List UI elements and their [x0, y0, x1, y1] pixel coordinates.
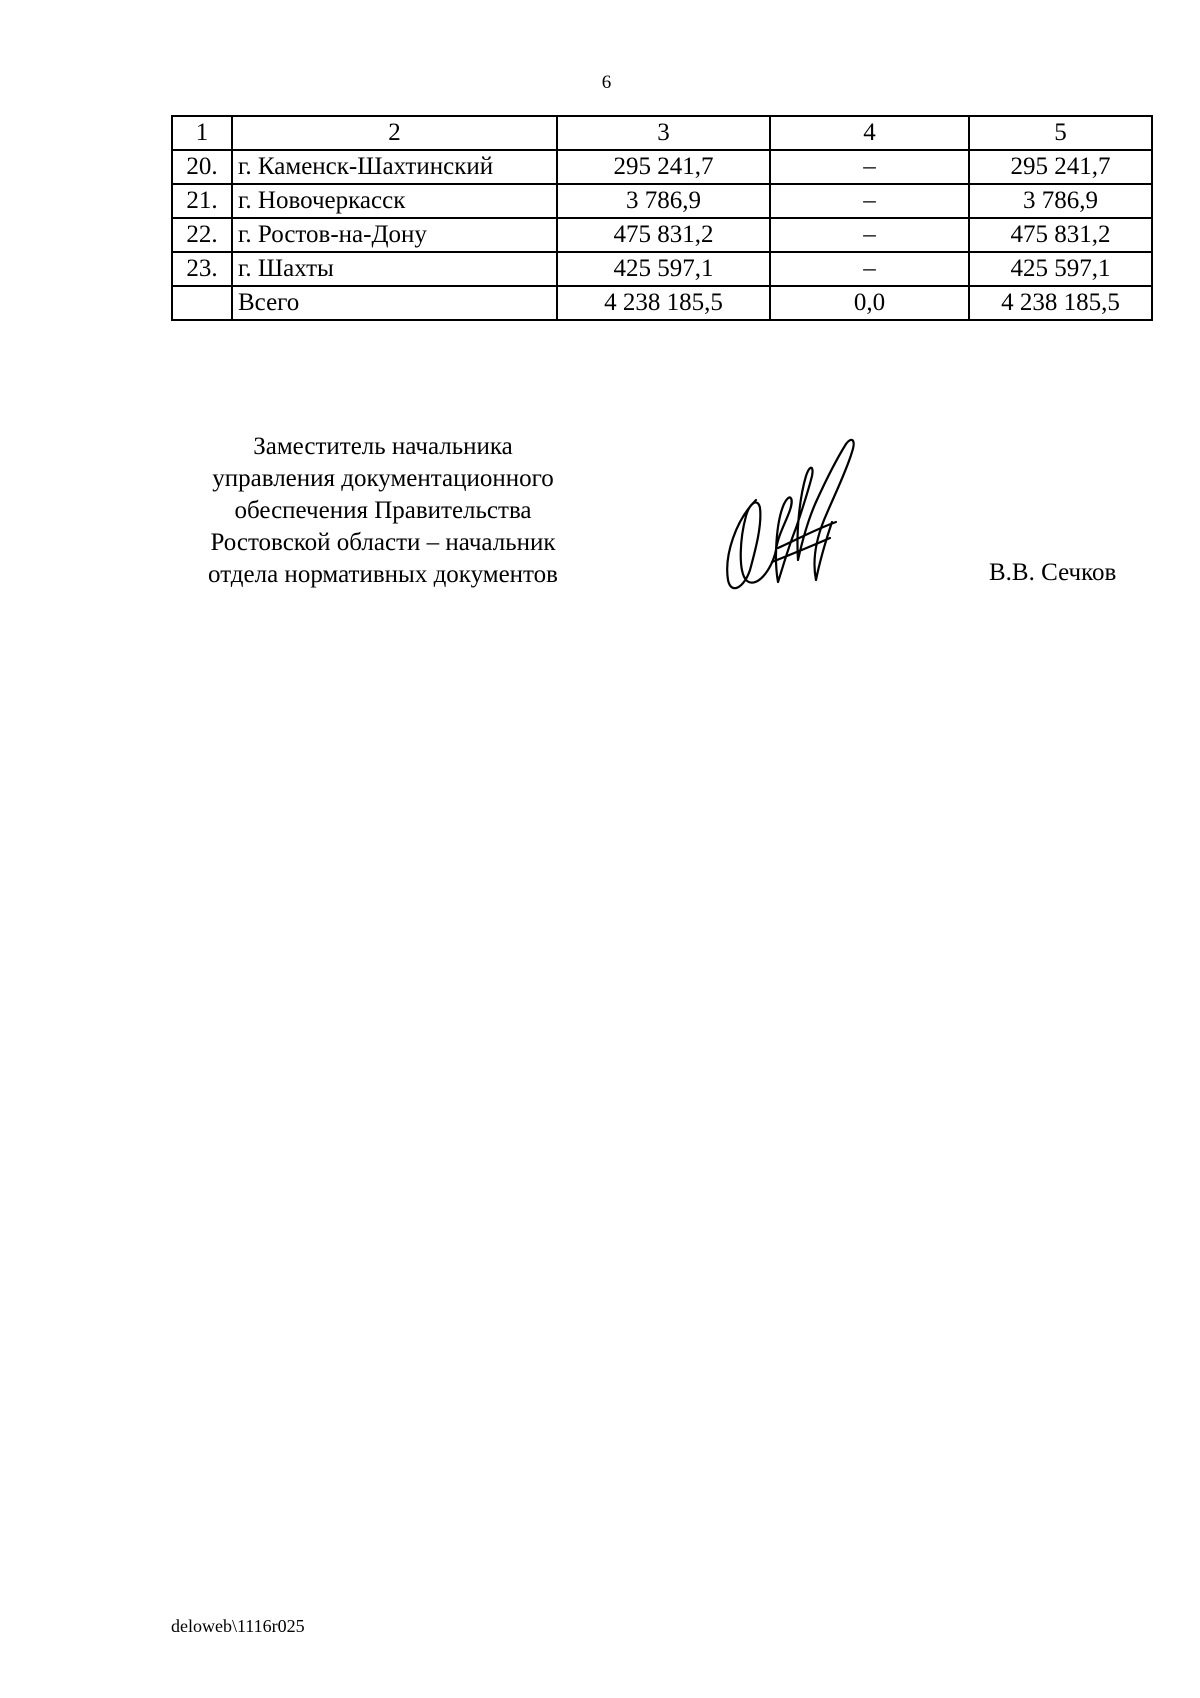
row-number: 22.	[172, 218, 232, 252]
value-col4: –	[770, 252, 969, 286]
page-number: 6	[601, 72, 612, 93]
signer-title-line: Заместитель начальника	[253, 433, 513, 460]
value-col3: 475 831,2	[557, 218, 770, 252]
value-col3: 425 597,1	[557, 252, 770, 286]
table-row	[172, 218, 1152, 252]
value-col5: 295 241,7	[969, 150, 1152, 184]
table-total-row	[172, 286, 1152, 320]
value-col5: 3 786,9	[969, 184, 1152, 218]
signer-title-line: управления документационного	[212, 465, 554, 492]
column-header: 5	[969, 116, 1152, 150]
column-header: 2	[232, 116, 557, 150]
column-header: 4	[770, 116, 969, 150]
value-col3: 3 786,9	[557, 184, 770, 218]
total-label: Всего	[232, 286, 557, 320]
value-col4: –	[770, 150, 969, 184]
row-number: 23.	[172, 252, 232, 286]
value-col4: –	[770, 184, 969, 218]
row-number: 20.	[172, 150, 232, 184]
table-row	[172, 150, 1152, 184]
column-header: 1	[172, 116, 232, 150]
municipality-name: г. Ростов-на-Дону	[232, 218, 557, 252]
value-col5: 475 831,2	[969, 218, 1152, 252]
value-col3: 295 241,7	[557, 150, 770, 184]
table-row	[172, 184, 1152, 218]
municipality-name: г. Шахты	[232, 252, 557, 286]
signer-name: В.В. Сечков	[989, 559, 1117, 586]
row-number: 21.	[172, 184, 232, 218]
document-code: deloweb\1116r025	[171, 1616, 305, 1636]
total-col3: 4 238 185,5	[557, 286, 770, 320]
data-table	[171, 115, 1153, 321]
total-col5: 4 238 185,5	[969, 286, 1152, 320]
signer-title-line: Ростовской области – начальник	[210, 529, 556, 556]
handwritten-signature	[716, 430, 876, 600]
row-number	[172, 286, 232, 320]
column-header: 3	[557, 116, 770, 150]
municipality-name: г. Каменск-Шахтинский	[232, 150, 557, 184]
total-col4: 0,0	[770, 286, 969, 320]
table-header-row	[172, 116, 1152, 150]
value-col4: –	[770, 218, 969, 252]
signer-title-line: отдела нормативных документов	[208, 561, 558, 588]
signer-title-line: обеспечения Правительства	[234, 497, 532, 524]
municipality-name: г. Новочеркасск	[232, 184, 557, 218]
value-col5: 425 597,1	[969, 252, 1152, 286]
table-row	[172, 252, 1152, 286]
signer-title	[160, 431, 606, 591]
